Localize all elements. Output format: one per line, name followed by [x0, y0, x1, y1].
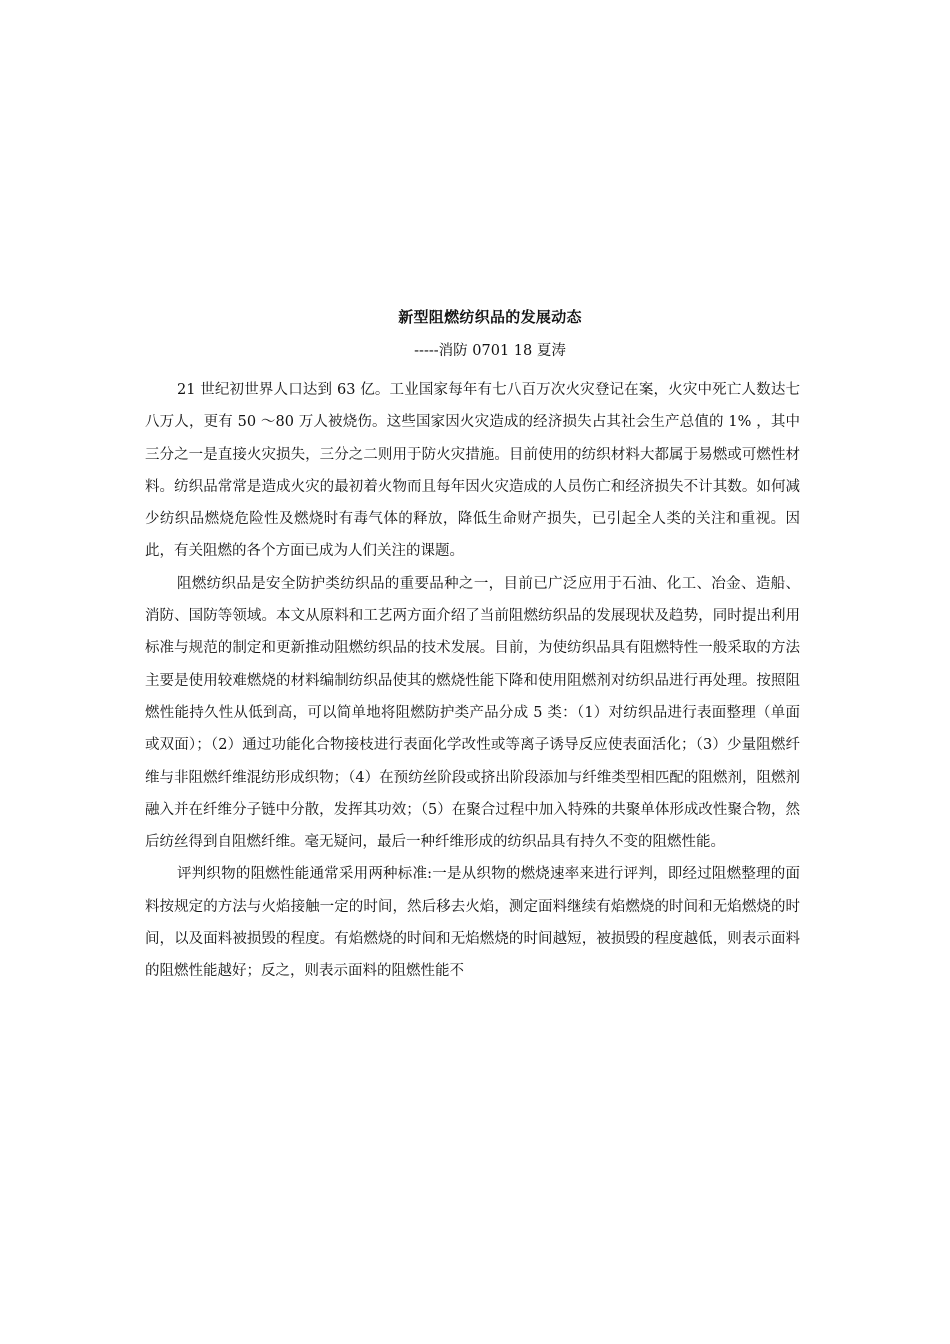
- body-text: [145, 374, 800, 988]
- paragraph-intro: 21 世纪初世界人口达到 63 亿。工业国家每年有七八百万次火灾登记在案，火灾中死亡人数达七八万人，更有 50 ～80 万人被烧伤。这些国家因火灾造成的经济损失占其社会生产总值的 1% ，其中三分之一是直接火灾损失，三分之二则用于防火灾措施。目前使用的纺织材料大都属于易燃或可燃性材料。纺织品常常是造成火灾的最初着火物而且每年因火灾造成的人员伤亡和经济损失不计其数。如何减少纺织品燃烧危险性及燃烧时有毒气体的释放，降低生命财产损失，已引起全人类的关注和重视。因此，有关阻燃的各个方面已成为人们关注的课题。: [145, 382, 800, 560]
- paragraph-classification: 阻燃纺织品是安全防护类纺织品的重要品种之一，目前已广泛应用于石油、化工、冶金、造船、消防、国防等领域。本文从原料和工艺两方面介绍了当前阻燃纺织品的发展现状及趋势，同时提出利用标准与规范的制定和更新推动阻燃纺织品的技术发展。目前，为使纺织品具有阻燃特性一般采取的方法主要是使用较难燃烧的材料编制纺织品使其的燃烧性能下降和使用阻燃剂对纺织品进行再处理。按照阻燃性能持久性从低到高，可以简单地将阻燃防护类产品分成 5 类：（1）对纺织品进行表面整理（单面或双面）；（2）通过功能化合物接枝进行表面化学改性或等离子诱导反应使表面活化；（3）少量阻燃纤维与非阻燃纤维混纺形成织物；（4）在预纺丝阶段或挤出阶段添加与纤维类型相匹配的阻燃剂，阻燃剂融入并在纤维分子链中分散，发挥其功效；（5）在聚合过程中加入特殊的共聚单体形成改性聚合物，然后纺丝得到自阻燃纤维。毫无疑问，最后一种纤维形成的纺织品具有持久不变的阻燃性能。: [145, 575, 800, 851]
- author-byline: -----消防 0701 18 夏涛: [414, 343, 566, 359]
- document-title: 新型阻燃纺织品的发展动态: [398, 308, 582, 326]
- paragraph-evaluation: 评判织物的阻燃性能通常采用两种标准:一是从织物的燃烧速率来进行评判，即经过阻燃整理的面料按规定的方法与火焰接触一定的时间，然后移去火焰，测定面料继续有焰燃烧的时间和无焰燃烧的时间，以及面料被损毁的程度。有焰燃烧的时间和无焰燃烧的时间越短，被损毁的程度越低，则表示面料的阻燃性能越好；反之，则表示面料的阻燃性能不: [145, 866, 800, 980]
